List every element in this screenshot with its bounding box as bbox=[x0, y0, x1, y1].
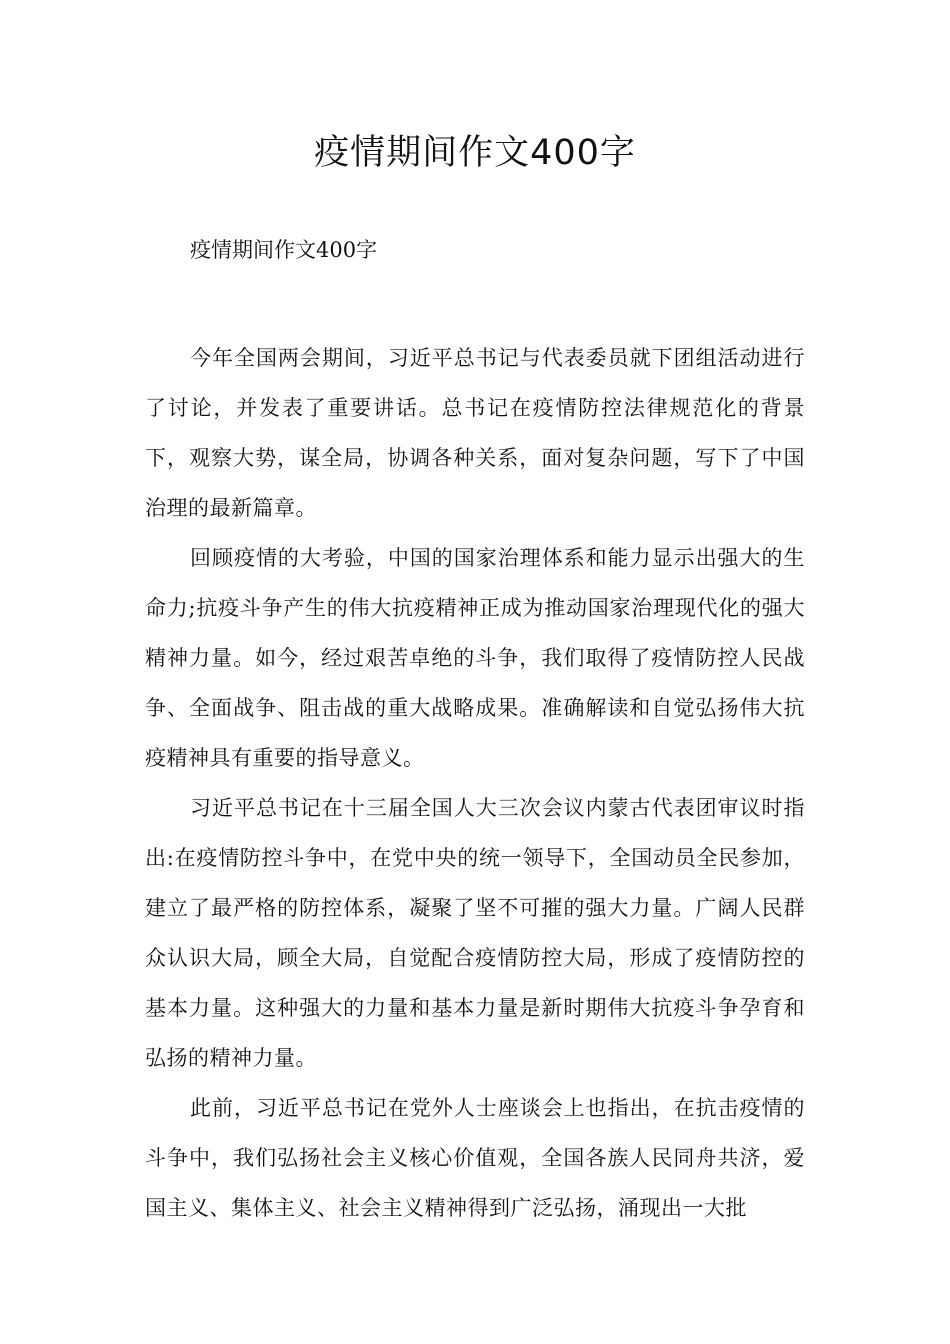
paragraph-4: 此前，习近平总书记在党外人士座谈会上也指出，在抗击疫情的斗争中，我们弘扬社会主义核心价值观，全国各族人民同舟共济，爱国主义、集体主义、社会主义精神得到广泛弘扬，涌现出一大批 bbox=[145, 1096, 805, 1220]
paragraph-3: 习近平总书记在十三届全国人大三次会议内蒙古代表团审议时指出:在疫情防控斗争中，在党中央的统一领导下，全国动员全民参加，建立了最严格的防控体系，凝聚了坚不可摧的强大力量。广阔人民群众认识大局，顾全大局，自觉配合疫情防控大局，形成了疫情防控的基本力量。这种强大的力量和基本力量是新时期伟大抗疫斗争孕育和弘扬的精神力量。 bbox=[145, 796, 805, 1070]
document-title: 疫情期间作文400字 bbox=[314, 133, 636, 173]
document-body bbox=[145, 333, 805, 1233]
paragraph-2: 回顾疫情的大考验，中国的国家治理体系和能力显示出强大的生命力;抗疫斗争产生的伟大抗疫精神正成为推动国家治理现代化的强大精神力量。如今，经过艰苦卓绝的斗争，我们取得了疫情防控人民战争、全面战争、阻击战的重大战略成果。准确解读和自觉弘扬伟大抗疫精神具有重要的指导意义。 bbox=[145, 546, 805, 770]
document-subtitle: 疫情期间作文400字 bbox=[190, 238, 378, 262]
paragraph-1: 今年全国两会期间，习近平总书记与代表委员就下团组活动进行了讨论，并发表了重要讲话。总书记在疫情防控法律规范化的背景下，观察大势，谋全局，协调各种关系，面对复杂问题，写下了中国治理的最新篇章。 bbox=[145, 346, 805, 520]
